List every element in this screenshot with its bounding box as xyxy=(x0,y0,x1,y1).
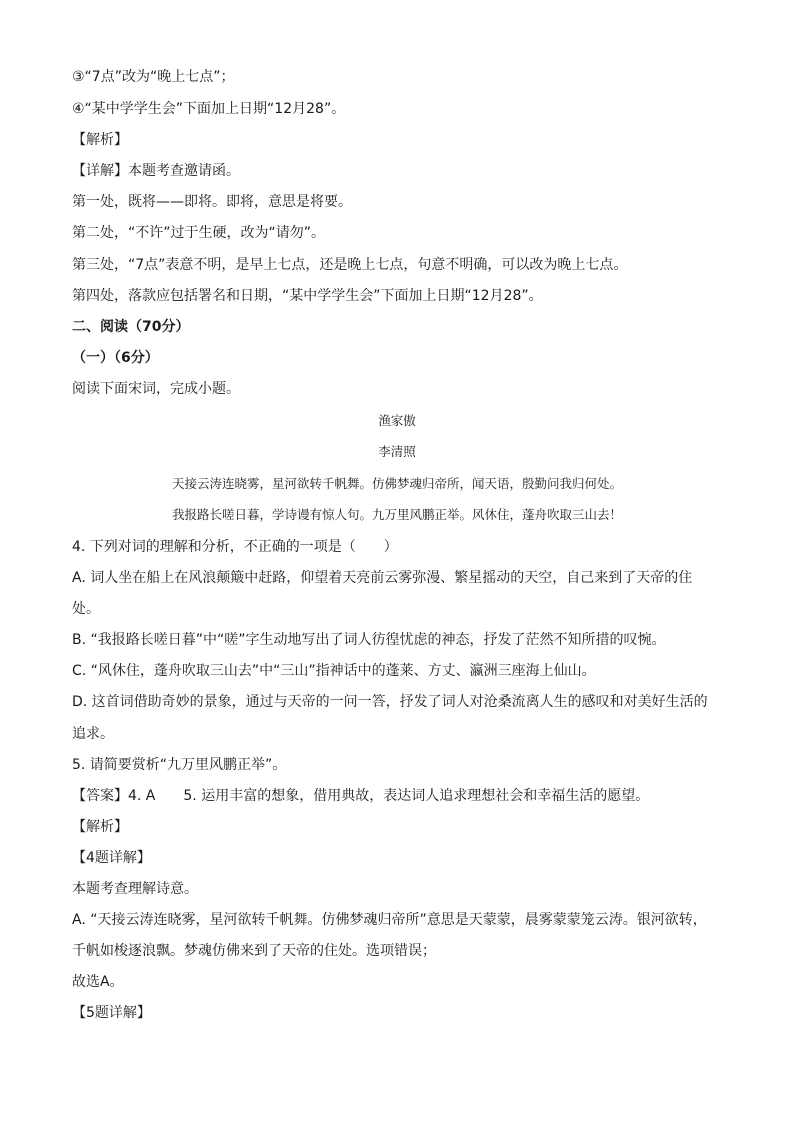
text-line: ③“7点”改为“晚上七点”； xyxy=(72,69,235,85)
option-d: D. 这首词借助奇妙的景象，通过与天帝的一问一答，抒发了词人对沧桑流离人生的感叹和对美好生活的 xyxy=(72,694,708,710)
analysis-label: 【解析】 xyxy=(72,132,128,148)
text-line: 本题考查理解诗意。 xyxy=(72,881,198,897)
poem-author: 李清照 xyxy=(378,444,416,459)
text-line: 第二处，“不许”过于生硬，改为“请勿”。 xyxy=(72,225,326,241)
text-line: 千帆如梭逐浪飘。梦魂仿佛来到了天帝的住处。选项错误； xyxy=(72,943,436,959)
text-line: 第一处，既将——即将。即将，意思是将要。 xyxy=(72,194,352,210)
poem-line: 天接云涛连晓雾，星河欲转千帆舞。仿佛梦魂归帝所，闻天语，殷勤问我归何处。 xyxy=(171,476,622,491)
option-a: A. 词人坐在船上在风浪颠簸中赶路，仰望着天亮前云雾弥漫、繁星摇动的天空，自己来到了天帝的住 xyxy=(72,570,693,586)
text-line: 故选A。 xyxy=(72,974,124,990)
subsection-heading: （一）（6分） xyxy=(72,350,159,366)
question-5: 5. 请简要赏析“九万里风鹏正举”。 xyxy=(72,757,287,773)
section-heading: 二、阅读（70分） xyxy=(72,319,190,335)
question-4: 4. 下列对词的理解和分析，不正确的一项是（ ） xyxy=(72,539,398,555)
text-line: ④“某中学学生会”下面加上日期“12月28”。 xyxy=(72,101,346,117)
text-line: A. “天接云涛连晓雾，星河欲转千帆舞。仿佛梦魂归帝所”意思是天蒙蒙，晨雾蒙蒙笼云涛。银河欲转， xyxy=(72,912,707,928)
text-line: 第三处，“7点”表意不明，是早上七点，还是晚上七点，句意不明确，可以改为晚上七点。 xyxy=(72,257,628,273)
answer-line: 【答案】4. A 5. 运用丰富的想象，借用典故，表达词人追求理想社会和幸福生活的愿望。 xyxy=(72,788,650,804)
analysis-label: 【解析】 xyxy=(72,819,128,835)
poem-title: 渔家傲 xyxy=(378,413,416,428)
option-b: B. “我报路长嗟日暮”中“嗟”字生动地写出了词人彷徨忧虑的神态，抒发了茫然不知所措的叹惋。 xyxy=(72,632,666,648)
option-d-cont: 追求。 xyxy=(72,726,114,742)
q4-detail-label: 【4题详解】 xyxy=(72,850,151,866)
option-a-cont: 处。 xyxy=(72,601,100,617)
poem-line: 我报路长嗟日暮，学诗谩有惊人句。九万里风鹏正举。风休住，蓬舟吹取三山去！ xyxy=(171,507,622,522)
option-c: C. “风休住，蓬舟吹取三山去”中“三山”指神话中的蓬莱、方丈、瀛洲三座海上仙山。 xyxy=(72,663,596,679)
text-line: 阅读下面宋词，完成小题。 xyxy=(72,381,240,397)
text-line: 【详解】本题考查邀请函。 xyxy=(72,163,240,179)
text-line: 第四处，落款应包括署名和日期，“某中学学生会”下面加上日期“12月28”。 xyxy=(72,288,543,304)
q5-detail-label: 【5题详解】 xyxy=(72,1005,151,1021)
